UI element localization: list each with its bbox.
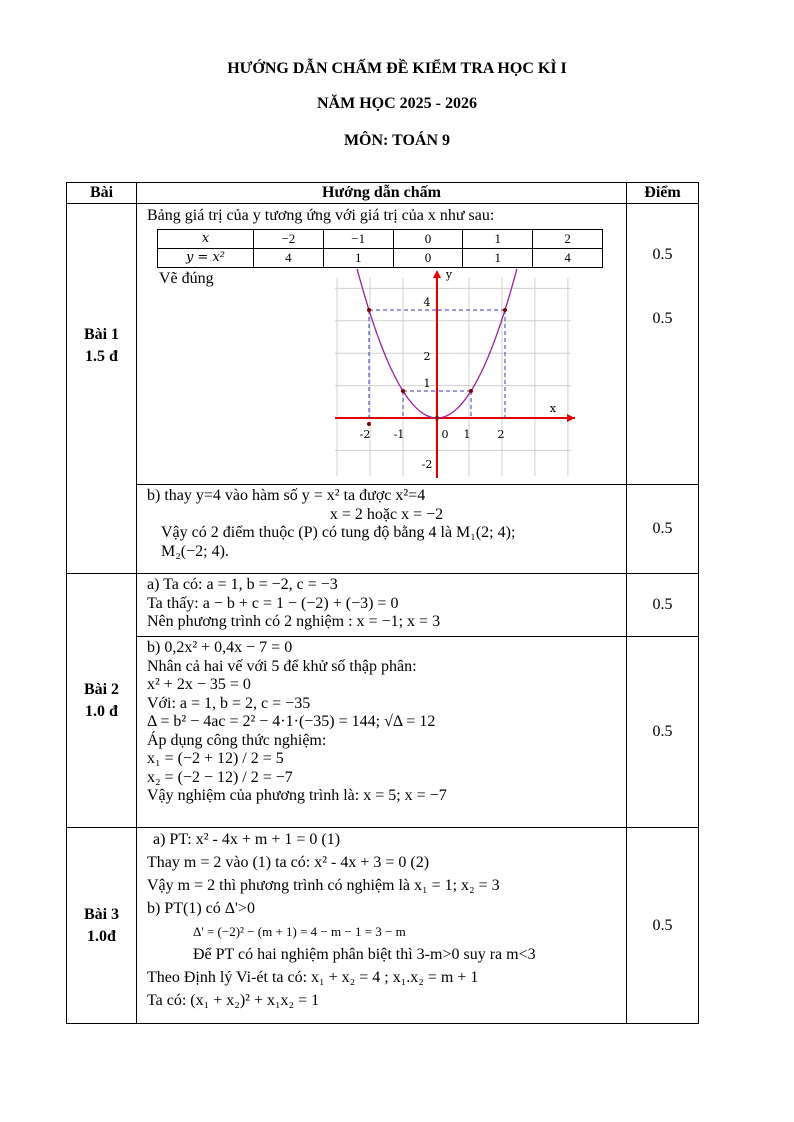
bai2-name: Bài 2 [83, 680, 120, 698]
bai3-line: b) PT(1) có Δ'>0 [147, 900, 255, 917]
value-row-y [158, 248, 603, 267]
y-tick-label: 2 [423, 349, 431, 363]
x-value: −1 [323, 229, 393, 248]
x-tick-label: 1 [463, 427, 471, 441]
bai2-b-score: 0.5 [627, 637, 699, 828]
bai3-row [67, 828, 699, 1024]
bai2-a-line: Ta thấy: a − b + c = 1 − (−2) + (−3) = 0 [147, 594, 399, 612]
bai1-b-score: 0.5 [627, 485, 699, 574]
x-value: 2 [533, 229, 603, 248]
bai2-a-content [137, 574, 627, 637]
bai3-line: Thay m = 2 vào (1) ta có: x² - 4x + 3 = 0 (2) [147, 854, 430, 871]
bai1-a-content [137, 204, 627, 485]
bai2-a-line: Nên phương trình có 2 nghiệm : x = −1; x = 3 [147, 613, 441, 630]
bai3-line: Theo Định lý Vi-ét ta có: x₁ + x₂ = 4 ; x₁.x₂ = m + 1 [147, 969, 479, 986]
bai2-total: 1.0 đ [85, 702, 118, 720]
data-point [503, 308, 507, 312]
data-point [367, 308, 371, 312]
bai1-label [67, 204, 137, 574]
x-value: −2 [254, 229, 324, 248]
data-point [401, 389, 405, 393]
bai3-label [67, 828, 137, 1024]
y-axis-arrow [433, 270, 441, 278]
bai2-b-line: Vậy nghiệm của phương trình là: x = 5; x = −7 [147, 787, 447, 804]
bai1-b-line: Vậy có 2 điểm thuộc (P) có tung độ bằng 4 là M₁(2; 4); [161, 524, 516, 541]
bai3-score: 0.5 [627, 828, 699, 1024]
y-value: 1 [323, 248, 393, 267]
bai2-b-line: b) 0,2x² + 0,4x − 7 = 0 [147, 639, 293, 656]
bai3-line: Δ' = (−2)² − (m + 1) = 4 − m − 1 = 3 − m [193, 924, 406, 939]
data-point [435, 416, 439, 420]
bai1-total: 1.5 đ [85, 348, 118, 365]
bai2-b-line: Áp dụng công thức nghiệm: [147, 731, 327, 749]
y-tick-label: 4 [423, 295, 431, 309]
bai3-line: a) PT: x² - 4x + m + 1 = 0 (1) [153, 831, 341, 848]
x-value: 0 [393, 229, 463, 248]
bai2-a-line: a) Ta có: a = 1, b = −2, c = −3 [147, 576, 338, 593]
data-point [367, 422, 371, 426]
x-tick-label: -1 [393, 427, 405, 441]
bai2-b-line: x² + 2x − 35 = 0 [147, 676, 251, 693]
bai2-b-line: Với: a = 1, b = 2, c = −35 [147, 694, 311, 712]
y-axis-label: y [445, 267, 453, 281]
bai1-b-line: M₂(−2; 4). [161, 542, 229, 560]
bai1-name: Bài 1 [83, 326, 120, 343]
grading-table [66, 182, 699, 1024]
bai3-line: Để PT có hai nghiệm phân biệt thì 3-m>0 suy ra m<3 [193, 946, 536, 963]
value-table [157, 229, 603, 268]
x-axis-label: x [549, 401, 557, 415]
bai3-content [137, 828, 627, 1024]
origin-label: 0 [441, 427, 449, 441]
bai3-line: Vậy m = 2 thì phương trình có nghiệm là x₁ = 1; x₂ = 3 [147, 877, 500, 894]
bai1-a-intro: Bảng giá trị của y tương ứng với giá trị của x như sau: [147, 207, 495, 224]
draw-label: Vẽ đúng [159, 269, 214, 287]
bai3-total: 1.0đ [87, 927, 116, 945]
bai2-b-line: Nhân cả hai vế với 5 để khử số thập phân: [147, 657, 417, 675]
y-value: 4 [254, 248, 324, 267]
bai1-row-a [67, 204, 699, 485]
bai1-b-line: x = 2 hoặc x = −2 [329, 505, 444, 523]
title-line-1: HƯỚNG DẪN CHẤM ĐỀ KIỂM TRA HỌC KÌ I [227, 60, 567, 77]
bai1-row-b [67, 485, 699, 574]
bai2-b-line: x₁ = (−2 + 12) / 2 = 5 [147, 750, 284, 767]
x-tick-label: 2 [497, 427, 505, 441]
y-tick-label: -2 [421, 457, 433, 471]
parabola-graph [335, 268, 585, 478]
col-bai-header: Bài [67, 183, 137, 204]
bai3-line: Ta có: (x₁ + x₂)² + x₁x₂ = 1 [147, 992, 320, 1009]
x-axis-arrow [567, 414, 575, 422]
bai2-row-a [67, 574, 699, 637]
y-tick-label: 1 [423, 376, 431, 390]
x-tick-label: -2 [359, 427, 371, 441]
y-value: 0 [393, 248, 463, 267]
value-row-x [158, 229, 603, 248]
x-value: 1 [463, 229, 533, 248]
bai2-row-b [67, 637, 699, 828]
bai1-b-content [137, 485, 627, 574]
title-line-3: MÔN: TOÁN 9 [343, 132, 451, 149]
score-value: 0.5 [652, 310, 673, 327]
bai1-b-line: b) thay y=4 vào hàm số y = x² ta được x²=4 [147, 487, 426, 504]
y-value: 1 [463, 248, 533, 267]
col-guide-header: Hướng dẫn chấm [137, 183, 627, 204]
y-value: 4 [533, 248, 603, 267]
bai2-b-line: Δ = b² − 4ac = 2² − 4·1·(−35) = 144; √Δ = 12 [147, 713, 436, 730]
bai2-label [67, 574, 137, 828]
data-point [469, 389, 473, 393]
col-score-header: Điểm [627, 183, 699, 204]
bai2-b-content [137, 637, 627, 828]
value-head-x: x [158, 229, 254, 248]
bai1-a-score [627, 204, 699, 485]
bai3-name: Bài 3 [83, 905, 120, 923]
title-line-2: NĂM HỌC 2025 - 2026 [317, 95, 477, 112]
bai2-a-score: 0.5 [627, 574, 699, 637]
score-value: 0.5 [652, 246, 673, 263]
table-header-row [67, 183, 699, 204]
value-head-y: y = x² [158, 248, 254, 267]
bai2-b-line: x₂ = (−2 − 12) / 2 = −7 [147, 768, 293, 786]
